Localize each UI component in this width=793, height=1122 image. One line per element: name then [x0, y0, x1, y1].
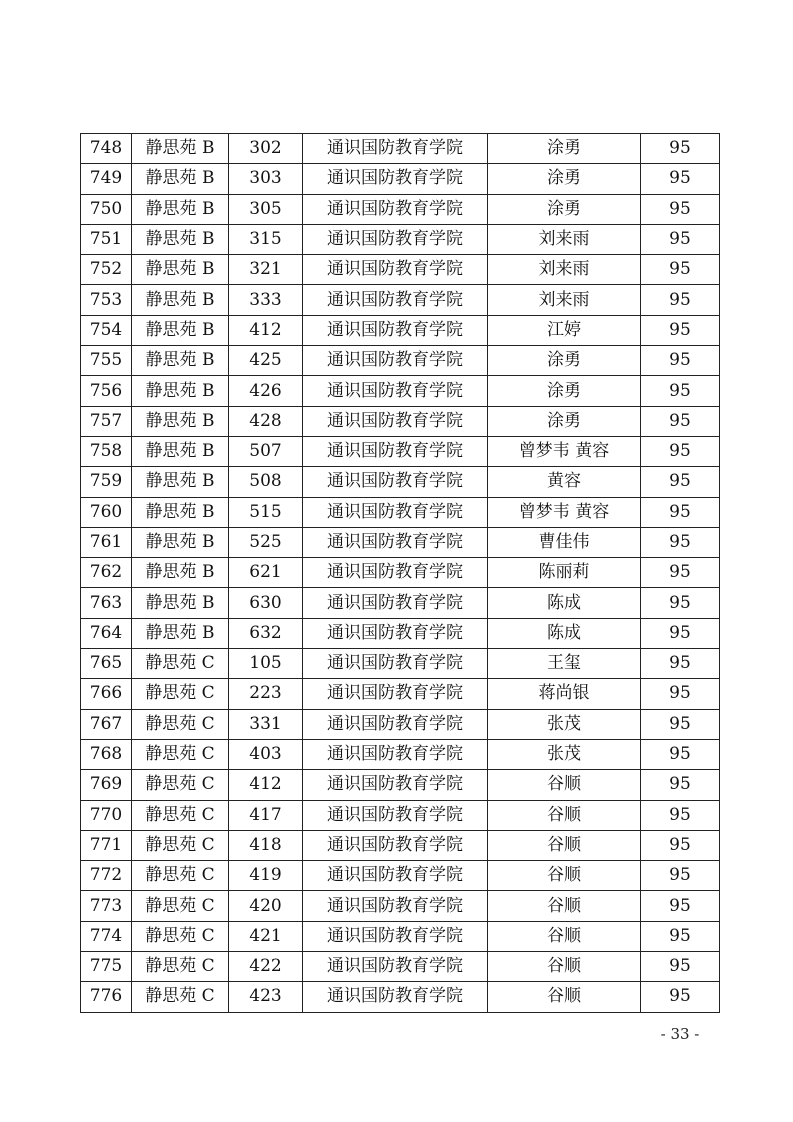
table-row — [81, 618, 720, 648]
row-number-cell: 772 — [81, 861, 132, 891]
score-cell: 95 — [641, 194, 720, 224]
building-cell: 静思苑 B — [132, 436, 229, 466]
score-cell: 95 — [641, 588, 720, 618]
inspector-name-cell: 谷顺 — [488, 830, 641, 860]
building-cell: 静思苑 C — [132, 861, 229, 891]
inspector-name-cell: 谷顺 — [488, 982, 641, 1012]
college-cell: 通识国防教育学院 — [303, 134, 488, 164]
table-row — [81, 497, 720, 527]
room-number-cell: 331 — [229, 709, 303, 739]
room-number-cell: 223 — [229, 679, 303, 709]
inspector-name-cell: 蒋尚银 — [488, 679, 641, 709]
table-row — [81, 436, 720, 466]
table-row — [81, 739, 720, 769]
college-cell: 通识国防教育学院 — [303, 800, 488, 830]
row-number-cell: 765 — [81, 649, 132, 679]
room-number-cell: 321 — [229, 255, 303, 285]
inspector-name-cell: 黄容 — [488, 467, 641, 497]
inspector-name-cell: 陈成 — [488, 588, 641, 618]
row-number-cell: 763 — [81, 588, 132, 618]
score-cell: 95 — [641, 649, 720, 679]
score-cell: 95 — [641, 709, 720, 739]
building-cell: 静思苑 B — [132, 285, 229, 315]
score-cell: 95 — [641, 830, 720, 860]
college-cell: 通识国防教育学院 — [303, 679, 488, 709]
row-number-cell: 752 — [81, 255, 132, 285]
table-row — [81, 376, 720, 406]
inspector-name-cell: 江婷 — [488, 315, 641, 345]
row-number-cell: 776 — [81, 982, 132, 1012]
building-cell: 静思苑 B — [132, 618, 229, 648]
row-number-cell: 761 — [81, 527, 132, 557]
college-cell: 通识国防教育学院 — [303, 982, 488, 1012]
score-cell: 95 — [641, 527, 720, 557]
inspector-name-cell: 谷顺 — [488, 921, 641, 951]
score-cell: 95 — [641, 952, 720, 982]
room-number-cell: 525 — [229, 527, 303, 557]
room-number-cell: 303 — [229, 164, 303, 194]
college-cell: 通识国防教育学院 — [303, 891, 488, 921]
college-cell: 通识国防教育学院 — [303, 164, 488, 194]
building-cell: 静思苑 C — [132, 952, 229, 982]
score-cell: 95 — [641, 861, 720, 891]
table-row — [81, 649, 720, 679]
inspector-name-cell: 张茂 — [488, 709, 641, 739]
score-cell: 95 — [641, 436, 720, 466]
building-cell: 静思苑 B — [132, 315, 229, 345]
college-cell: 通识国防教育学院 — [303, 952, 488, 982]
building-cell: 静思苑 B — [132, 497, 229, 527]
table-row — [81, 164, 720, 194]
table-row — [81, 467, 720, 497]
inspector-name-cell: 涂勇 — [488, 164, 641, 194]
room-number-cell: 428 — [229, 406, 303, 436]
table-row — [81, 891, 720, 921]
table-row — [81, 770, 720, 800]
row-number-cell: 756 — [81, 376, 132, 406]
inspector-name-cell: 陈丽莉 — [488, 558, 641, 588]
building-cell: 静思苑 B — [132, 255, 229, 285]
building-cell: 静思苑 B — [132, 406, 229, 436]
building-cell: 静思苑 B — [132, 527, 229, 557]
score-cell: 95 — [641, 134, 720, 164]
room-number-cell: 403 — [229, 739, 303, 769]
inspector-name-cell: 涂勇 — [488, 376, 641, 406]
row-number-cell: 770 — [81, 800, 132, 830]
building-cell: 静思苑 C — [132, 891, 229, 921]
row-number-cell: 754 — [81, 315, 132, 345]
inspector-name-cell: 谷顺 — [488, 952, 641, 982]
room-number-cell: 315 — [229, 224, 303, 254]
row-number-cell: 748 — [81, 134, 132, 164]
inspector-name-cell: 刘来雨 — [488, 255, 641, 285]
building-cell: 静思苑 B — [132, 467, 229, 497]
score-cell: 95 — [641, 739, 720, 769]
college-cell: 通识国防教育学院 — [303, 921, 488, 951]
row-number-cell: 766 — [81, 679, 132, 709]
table-row — [81, 315, 720, 345]
score-cell: 95 — [641, 376, 720, 406]
row-number-cell: 769 — [81, 770, 132, 800]
building-cell: 静思苑 C — [132, 800, 229, 830]
inspector-name-cell: 王玺 — [488, 649, 641, 679]
room-number-cell: 421 — [229, 921, 303, 951]
room-number-cell: 425 — [229, 346, 303, 376]
score-cell: 95 — [641, 891, 720, 921]
page-number: - 33 - — [660, 1025, 700, 1043]
table-body — [81, 134, 720, 1013]
score-cell: 95 — [641, 164, 720, 194]
inspector-name-cell: 陈成 — [488, 618, 641, 648]
room-number-cell: 412 — [229, 315, 303, 345]
table-row — [81, 558, 720, 588]
table-row — [81, 527, 720, 557]
college-cell: 通识国防教育学院 — [303, 285, 488, 315]
dormitory-score-table-wrapper — [80, 133, 720, 1013]
college-cell: 通识国防教育学院 — [303, 497, 488, 527]
college-cell: 通识国防教育学院 — [303, 709, 488, 739]
college-cell: 通识国防教育学院 — [303, 830, 488, 860]
building-cell: 静思苑 B — [132, 376, 229, 406]
row-number-cell: 773 — [81, 891, 132, 921]
row-number-cell: 775 — [81, 952, 132, 982]
inspector-name-cell: 张茂 — [488, 739, 641, 769]
score-cell: 95 — [641, 558, 720, 588]
room-number-cell: 333 — [229, 285, 303, 315]
college-cell: 通识国防教育学院 — [303, 376, 488, 406]
table-row — [81, 346, 720, 376]
building-cell: 静思苑 C — [132, 830, 229, 860]
row-number-cell: 762 — [81, 558, 132, 588]
college-cell: 通识国防教育学院 — [303, 255, 488, 285]
dormitory-score-table — [80, 133, 720, 1013]
inspector-name-cell: 刘来雨 — [488, 285, 641, 315]
score-cell: 95 — [641, 315, 720, 345]
college-cell: 通识国防教育学院 — [303, 346, 488, 376]
building-cell: 静思苑 B — [132, 194, 229, 224]
row-number-cell: 749 — [81, 164, 132, 194]
row-number-cell: 757 — [81, 406, 132, 436]
row-number-cell: 760 — [81, 497, 132, 527]
building-cell: 静思苑 C — [132, 921, 229, 951]
building-cell: 静思苑 C — [132, 709, 229, 739]
college-cell: 通识国防教育学院 — [303, 436, 488, 466]
building-cell: 静思苑 C — [132, 649, 229, 679]
score-cell: 95 — [641, 346, 720, 376]
inspector-name-cell: 涂勇 — [488, 134, 641, 164]
building-cell: 静思苑 B — [132, 134, 229, 164]
room-number-cell: 515 — [229, 497, 303, 527]
table-row — [81, 830, 720, 860]
college-cell: 通识国防教育学院 — [303, 861, 488, 891]
inspector-name-cell: 谷顺 — [488, 770, 641, 800]
room-number-cell: 105 — [229, 649, 303, 679]
table-row — [81, 679, 720, 709]
score-cell: 95 — [641, 224, 720, 254]
college-cell: 通识国防教育学院 — [303, 467, 488, 497]
room-number-cell: 305 — [229, 194, 303, 224]
room-number-cell: 420 — [229, 891, 303, 921]
table-row — [81, 861, 720, 891]
college-cell: 通识国防教育学院 — [303, 649, 488, 679]
inspector-name-cell: 谷顺 — [488, 800, 641, 830]
row-number-cell: 768 — [81, 739, 132, 769]
score-cell: 95 — [641, 406, 720, 436]
score-cell: 95 — [641, 770, 720, 800]
score-cell: 95 — [641, 497, 720, 527]
college-cell: 通识国防教育学院 — [303, 588, 488, 618]
table-row — [81, 406, 720, 436]
building-cell: 静思苑 C — [132, 770, 229, 800]
row-number-cell: 764 — [81, 618, 132, 648]
room-number-cell: 422 — [229, 952, 303, 982]
building-cell: 静思苑 C — [132, 739, 229, 769]
college-cell: 通识国防教育学院 — [303, 406, 488, 436]
table-row — [81, 134, 720, 164]
score-cell: 95 — [641, 255, 720, 285]
row-number-cell: 753 — [81, 285, 132, 315]
room-number-cell: 632 — [229, 618, 303, 648]
score-cell: 95 — [641, 618, 720, 648]
table-row — [81, 709, 720, 739]
score-cell: 95 — [641, 679, 720, 709]
row-number-cell: 751 — [81, 224, 132, 254]
table-row — [81, 285, 720, 315]
table-row — [81, 224, 720, 254]
inspector-name-cell: 涂勇 — [488, 406, 641, 436]
building-cell: 静思苑 B — [132, 224, 229, 254]
college-cell: 通识国防教育学院 — [303, 224, 488, 254]
building-cell: 静思苑 C — [132, 679, 229, 709]
row-number-cell: 759 — [81, 467, 132, 497]
row-number-cell: 750 — [81, 194, 132, 224]
building-cell: 静思苑 B — [132, 558, 229, 588]
table-row — [81, 952, 720, 982]
table-row — [81, 921, 720, 951]
college-cell: 通识国防教育学院 — [303, 618, 488, 648]
room-number-cell: 412 — [229, 770, 303, 800]
building-cell: 静思苑 C — [132, 982, 229, 1012]
room-number-cell: 417 — [229, 800, 303, 830]
score-cell: 95 — [641, 467, 720, 497]
inspector-name-cell: 曾梦韦 黄容 — [488, 436, 641, 466]
college-cell: 通识国防教育学院 — [303, 315, 488, 345]
room-number-cell: 630 — [229, 588, 303, 618]
row-number-cell: 774 — [81, 921, 132, 951]
building-cell: 静思苑 B — [132, 346, 229, 376]
score-cell: 95 — [641, 285, 720, 315]
college-cell: 通识国防教育学院 — [303, 739, 488, 769]
inspector-name-cell: 谷顺 — [488, 861, 641, 891]
table-row — [81, 255, 720, 285]
room-number-cell: 418 — [229, 830, 303, 860]
row-number-cell: 758 — [81, 436, 132, 466]
room-number-cell: 508 — [229, 467, 303, 497]
inspector-name-cell: 涂勇 — [488, 346, 641, 376]
college-cell: 通识国防教育学院 — [303, 527, 488, 557]
row-number-cell: 771 — [81, 830, 132, 860]
college-cell: 通识国防教育学院 — [303, 194, 488, 224]
score-cell: 95 — [641, 921, 720, 951]
room-number-cell: 426 — [229, 376, 303, 406]
inspector-name-cell: 刘来雨 — [488, 224, 641, 254]
building-cell: 静思苑 B — [132, 588, 229, 618]
table-row — [81, 588, 720, 618]
score-cell: 95 — [641, 800, 720, 830]
room-number-cell: 621 — [229, 558, 303, 588]
inspector-name-cell: 曹佳伟 — [488, 527, 641, 557]
room-number-cell: 507 — [229, 436, 303, 466]
table-row — [81, 194, 720, 224]
room-number-cell: 423 — [229, 982, 303, 1012]
table-row — [81, 800, 720, 830]
room-number-cell: 302 — [229, 134, 303, 164]
row-number-cell: 755 — [81, 346, 132, 376]
inspector-name-cell: 曾梦韦 黄容 — [488, 497, 641, 527]
college-cell: 通识国防教育学院 — [303, 770, 488, 800]
inspector-name-cell: 谷顺 — [488, 891, 641, 921]
score-cell: 95 — [641, 982, 720, 1012]
row-number-cell: 767 — [81, 709, 132, 739]
building-cell: 静思苑 B — [132, 164, 229, 194]
room-number-cell: 419 — [229, 861, 303, 891]
inspector-name-cell: 涂勇 — [488, 194, 641, 224]
table-row — [81, 982, 720, 1012]
college-cell: 通识国防教育学院 — [303, 558, 488, 588]
